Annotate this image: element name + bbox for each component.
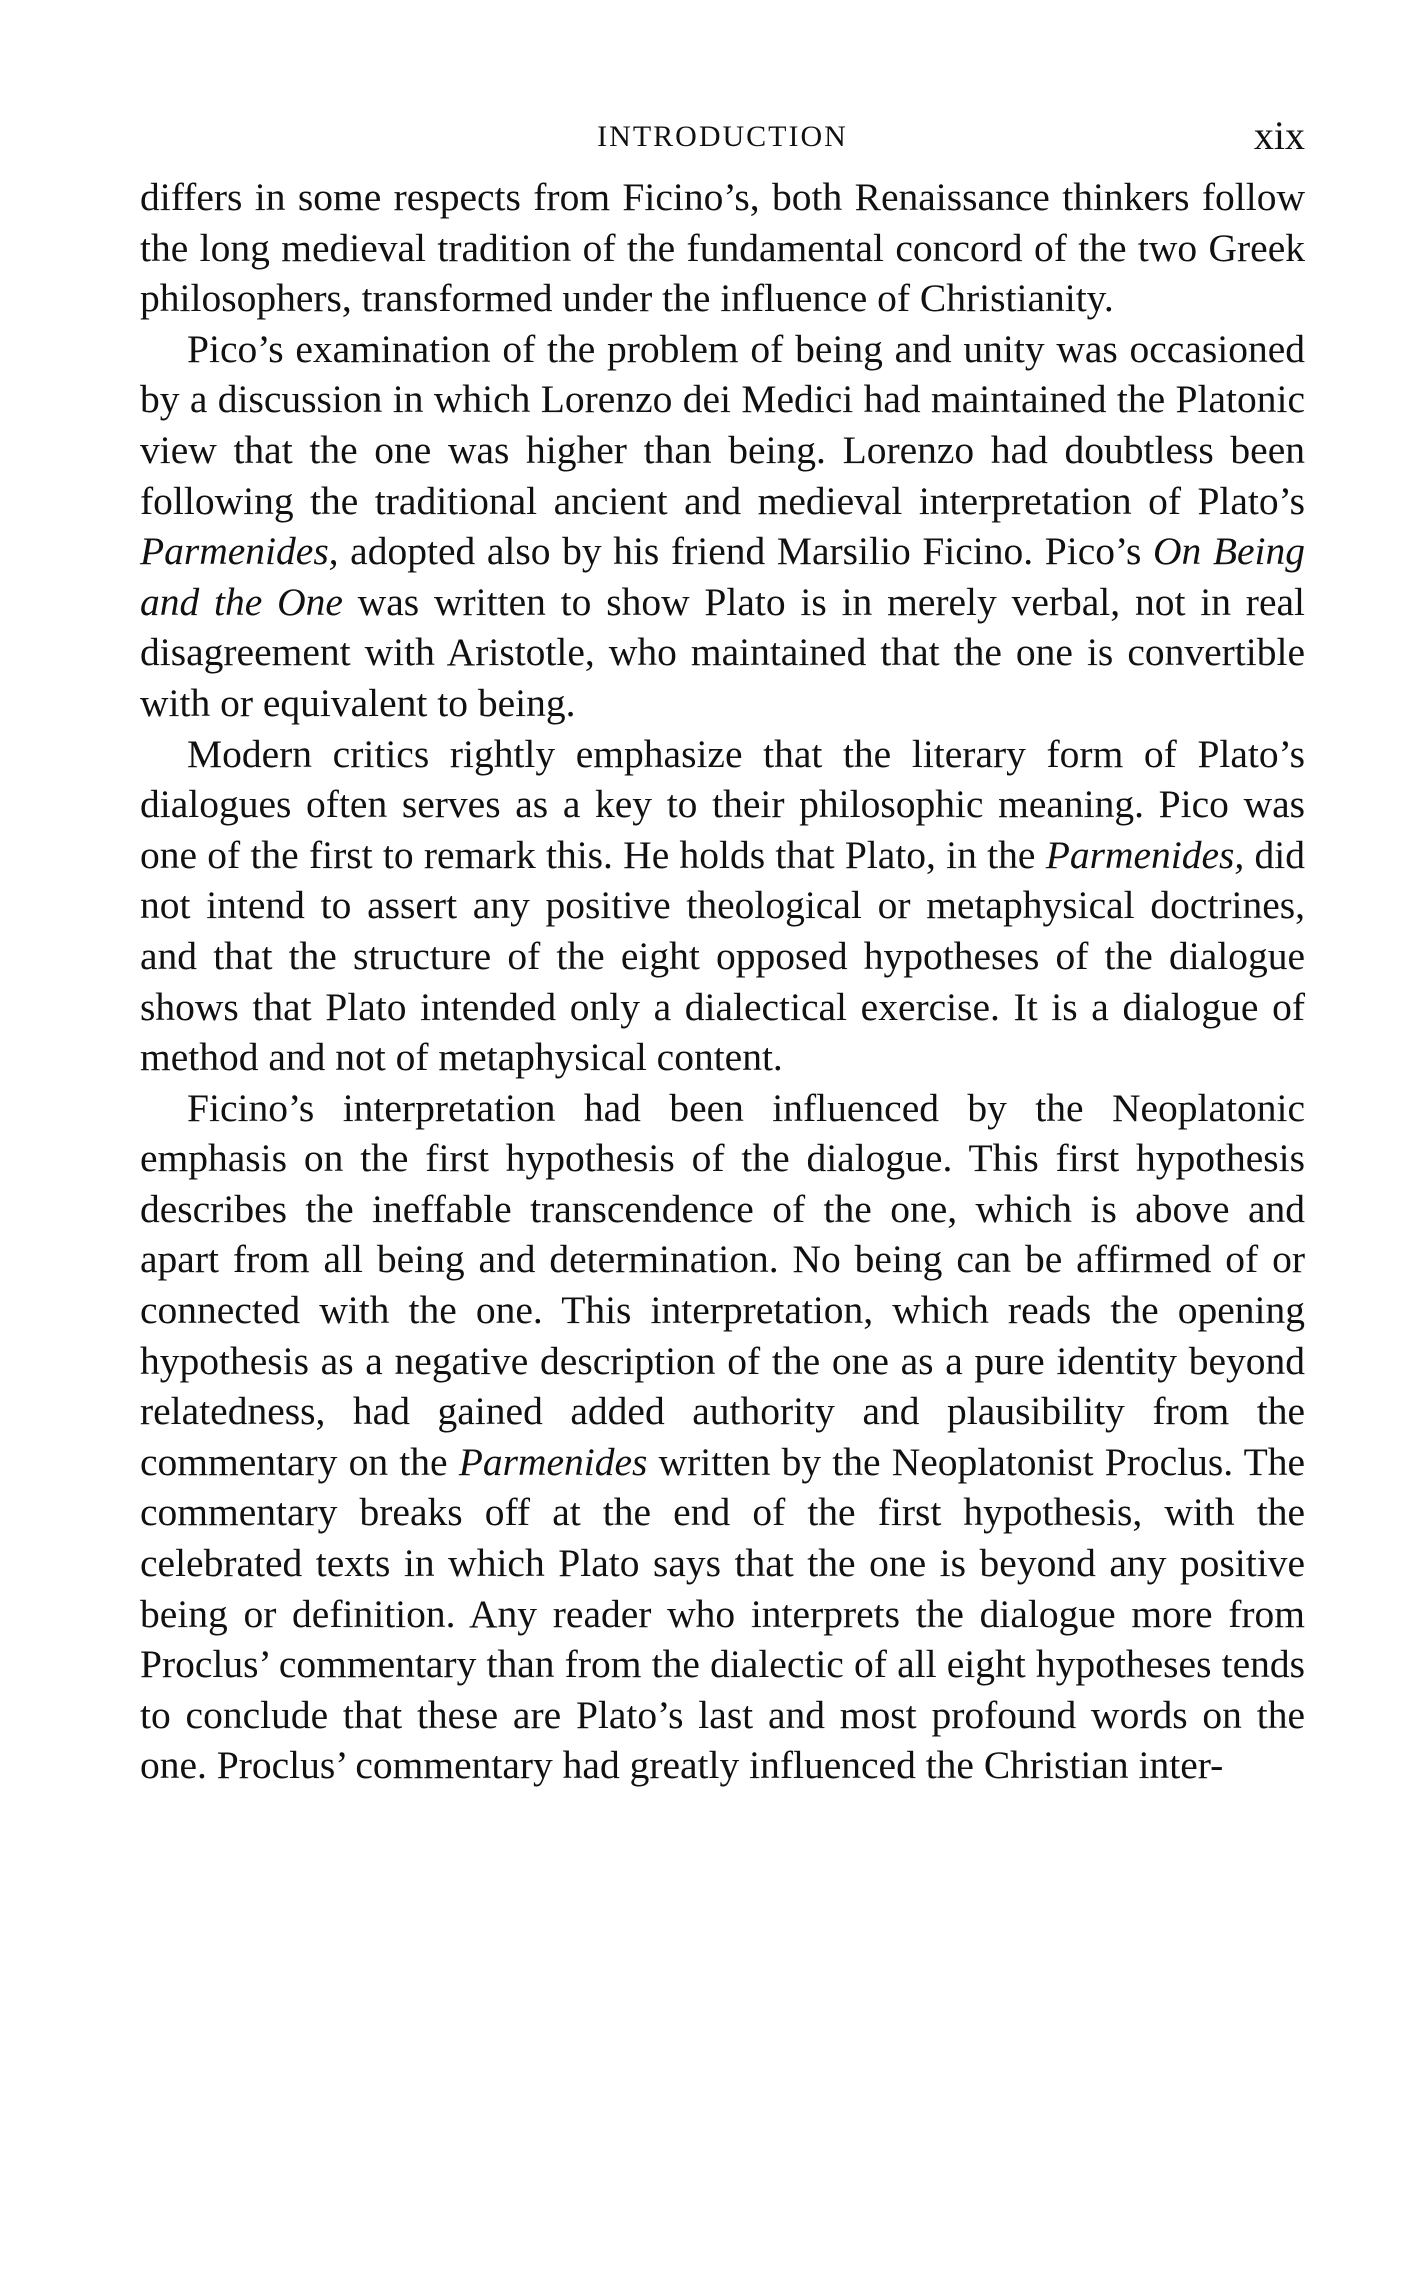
italic-title: On Being and the One xyxy=(140,529,1305,624)
italic-title: Parmenides xyxy=(458,1439,648,1484)
paragraph-ficino-interpretation xyxy=(140,1083,1305,1791)
italic-title: Parmenides, xyxy=(140,529,339,574)
paragraph-pico-examination xyxy=(140,324,1305,729)
paragraph-modern-critics xyxy=(140,729,1305,1083)
text-run: adopted also by his friend Marsilio Ficino. Pico’s xyxy=(338,529,1153,574)
running-head xyxy=(140,112,1305,162)
text-run: Ficino’s interpretation had been influenced by the Neoplatonic emphasis on the first hypothesis of the dialogue. This first hypothesis describes the ineffable transcendence of the one, which is above and apart from all being and determination. No being can be affirmed of or connected with the one. This interpretation, which reads the opening hypothesis as a negative description of the one as a pure identity beyond relatedness, had gained added authority and plausibility from the commentary on the xyxy=(140,1085,1305,1484)
italic-title: Parmenides, xyxy=(1045,832,1245,877)
body-text xyxy=(140,172,1305,1791)
text-run: differs in some respects from Ficino’s, both Renaissance thinkers follow the long medieval tradition of the fundamental concord of the two Greek philosophers, transformed under the influence of Christianity. xyxy=(140,175,1305,321)
text-run: written by the Neoplatonist Proclus. The commentary breaks off at the end of the first hypothesis, with the celebrated texts in which Plato says that the one is beyond any positive being or definition. Any reader who interprets the dialogue more from Proclus’ commentary than from the dialectic of all eight hypotheses tends to conclude that these are Plato’s last and most profound words on the one. Proclus’ commentary had greatly influenced the Christian inter- xyxy=(140,1439,1305,1788)
text-run: Modern critics rightly emphasize that the literary form of Plato’s dialogues often serves as a key to their philosophic meaning. Pico was one of the first to remark this. He holds that Plato, in the xyxy=(140,731,1305,877)
text-run: did not intend to assert any positive theological or metaphysical doctrines, and that the structure of the eight opposed hypotheses of the dialogue shows that Plato intended only a dialectical exercise. It is a dialogue of method and not of metaphysical content. xyxy=(140,832,1305,1080)
paragraph-continued xyxy=(140,172,1305,324)
text-run: was written to show Plato is in merely verbal, not in real disagreement with Aristotle, who maintained that the one is convertible with or equivalent to being. xyxy=(140,579,1305,725)
running-head-title: INTRODUCTION xyxy=(597,120,848,153)
text-run: Pico’s examination of the problem of being and unity was occasioned by a discussion in which Lorenzo dei Medici had maintained the Platonic view that the one was higher than being. Lorenzo had doubtless been following the traditional ancient and medieval interpretation of Plato’s xyxy=(140,326,1305,523)
page-number: xix xyxy=(1253,113,1305,158)
